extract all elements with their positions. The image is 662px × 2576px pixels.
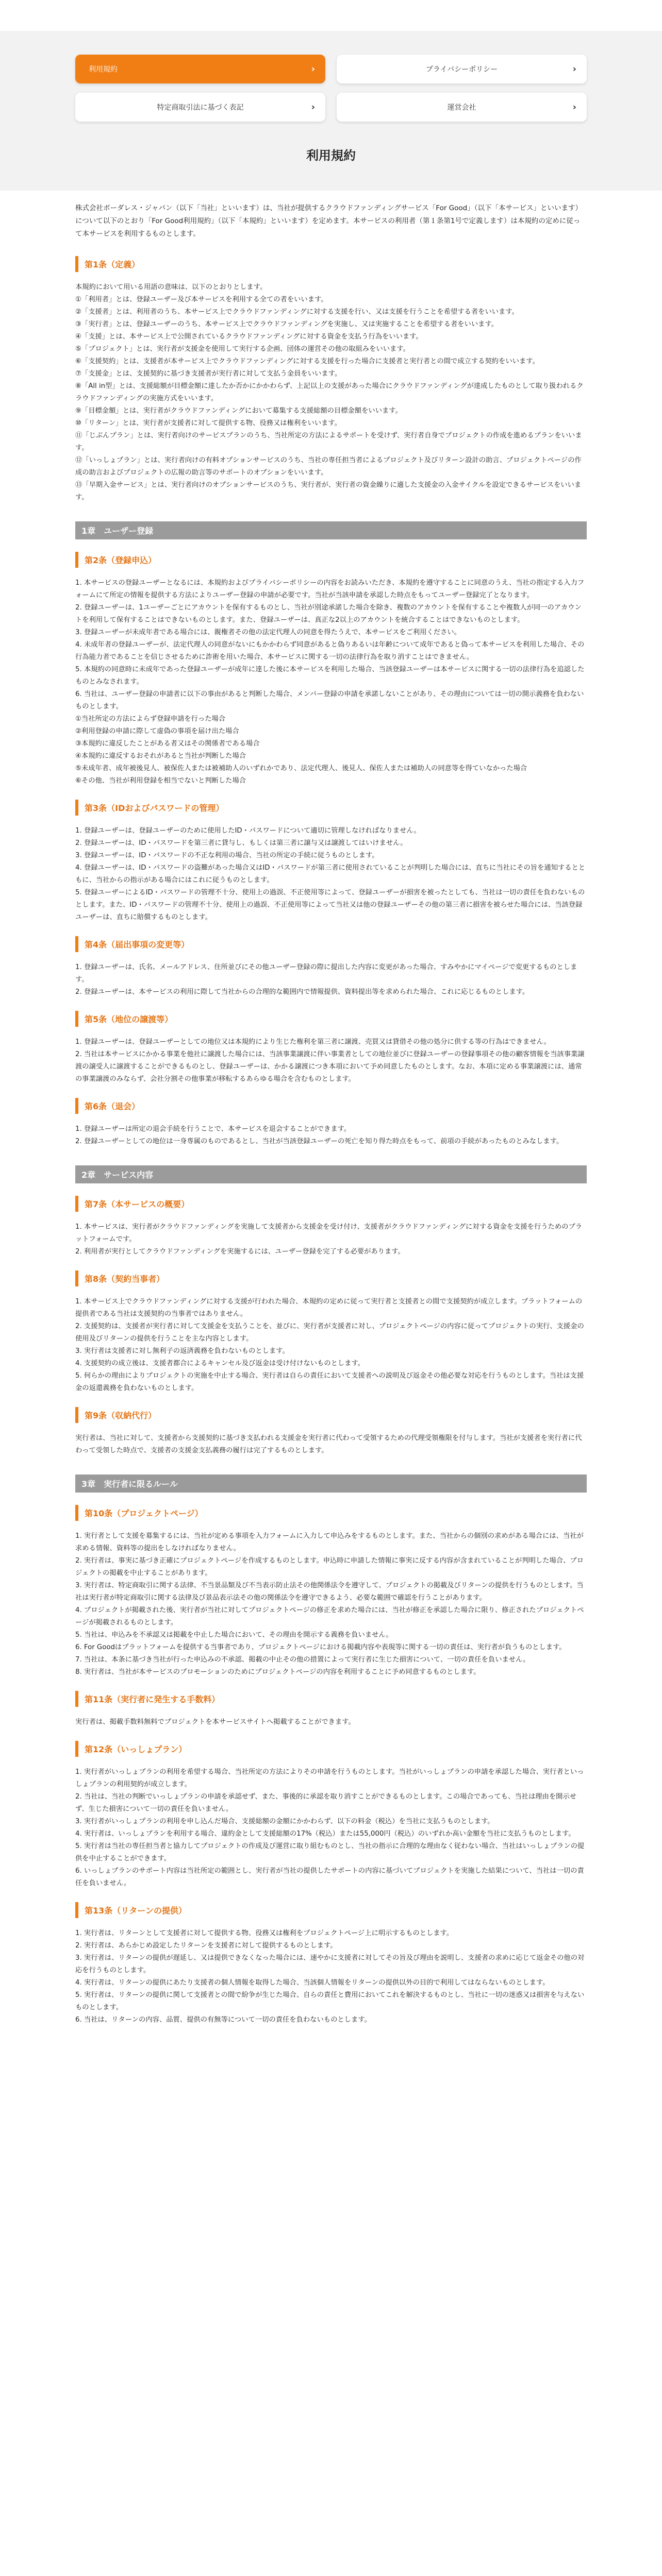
tab-label: 特定商取引法に基づく表記 bbox=[157, 104, 244, 112]
article-line: 1. 本サービスは、実行者がクラウドファンディングを実施して支援者から支援金を受け付け、支援者がクラウドファンディングに対する資金を支援を行うためのプラットフォームです。 bbox=[75, 1223, 583, 1243]
article-line: 1. 実行者がいっしょプランの利用を希望する場合、当社所定の方法によりその申請を行うものとします。当社がいっしょプランの申請を承認した場合、実行者といっしょプランの利用契約が成立します。 bbox=[75, 1768, 584, 1788]
article-line: ⑤未成年者、成年被後見人、被保佐人または被補助人のいずれかであり、法定代理人、後見人、保佐人または補助人の同意等を得ていなかった場合 bbox=[75, 765, 527, 772]
article-line: ①当社所定の方法によらず登録申請を行った場合 bbox=[75, 715, 226, 723]
article-heading: 第12条（いっしょプラン） bbox=[75, 1741, 587, 1757]
article-line: ④「支援」とは、本サービス上で公開されているクラウドファンディングに対する資金を支払う行為をいいます。 bbox=[75, 333, 423, 341]
tab-commercial-transactions[interactable] bbox=[75, 93, 325, 122]
article-line: 6. For Goodはプラットフォームを提供する当事者であり、プロジェクトページにおける掲載内容や表現等に関する一切の責任は、実行者が負うものとします。 bbox=[75, 1643, 566, 1651]
tab-terms[interactable] bbox=[75, 55, 325, 83]
article-line: 6. 当社は、ユーザー登録の申請者に以下の事由があると判断した場合、メンバー登録の申請を承諾しないことがあり、その理由については一切の開示義務を負わないものとします。 bbox=[75, 690, 584, 710]
article-body bbox=[75, 1221, 587, 1258]
page-title: 利用規約 bbox=[306, 148, 356, 163]
chapter-heading: 2章 サービス内容 bbox=[75, 1165, 587, 1183]
article-line: 4. 実行者は、いっしょプランを利用する場合、違約金として支援総額の17%（税込）または55,000円（税込）のいずれか高い金額を当社に支払うものとします。 bbox=[75, 1830, 575, 1838]
article-line: 6. いっしょプランのサポート内容は当社所定の範囲とし、実行者が当社の提供したサポートの内容に基づいてプロジェクトを実施した結果について、当社は一切の責任を負いません。 bbox=[75, 1867, 584, 1887]
article-heading: 第5条（地位の譲渡等） bbox=[75, 1011, 587, 1027]
article-heading: 第3条（IDおよびパスワードの管理） bbox=[75, 800, 587, 816]
article-line: 5. 実行者は当社の専任担当者と協力してプロジェクトの作成及び運営に取り組むものとし、当社の指示に合理的な理由なく従わない場合、当社はいっしょプランの提供を中止することができます。 bbox=[75, 1842, 585, 1862]
article-line: ⑧「All in型」とは、支援総額が目標金額に達したか否かにかかわらず、上記以上の支援があった場合にクラウドファンディングが達成したものとして取り扱われるクラウドファンディングの実施方式をいいます。 bbox=[75, 382, 584, 402]
tab-label: プライバシーポリシー bbox=[425, 65, 498, 74]
article-heading: 第8条（契約当事者） bbox=[75, 1270, 587, 1286]
article-line: 本規約において用いる用語の意味は、以下のとおりとします。 bbox=[75, 283, 267, 291]
article-line: 7. 当社は、本条に基づき当社が行った申込みの不承認、掲載の中止その他の措置によって実行者に生じた損害について、一切の責任を負いません。 bbox=[75, 1656, 530, 1664]
article-line: 4. プロジェクトが掲載された後、実行者が当社に対してプロジェクトページの修正を求めた場合には、当社が修正を承認した場合に限り、修正されたプロジェクトページが掲載されるものとします。 bbox=[75, 1606, 584, 1626]
article-line: ⑦「支援金」とは、支援契約に基づき支援者が実行者に対して支払う金員をいいます。 bbox=[75, 370, 342, 378]
article-heading: 第13条（リターンの提供） bbox=[75, 1902, 587, 1918]
tab-label: 運営会社 bbox=[447, 104, 476, 112]
article-line: 3. 実行者は、特定商取引に関する法律、不当景品類及び不当表示防止法その他関係法令を遵守して、プロジェクトの掲載及びリターンの提供を行うものとします。当社は実行者が特定商取引に関する法律及び景品表示法その他の関係法令を遵守できるよう、必要な範囲で確認を行うことがあります。 bbox=[75, 1582, 584, 1602]
article-heading: 第6条（退会） bbox=[75, 1098, 587, 1114]
tab-privacy-policy[interactable] bbox=[337, 55, 587, 83]
article-line: ③「実行者」とは、登録ユーザーのうち、本サービス上でクラウドファンディングを実施し、又は実施することを希望する者をいいます。 bbox=[75, 320, 498, 328]
article-line: 2. 当社は本サービスにかかる事業を他社に譲渡した場合には、当該事業譲渡に伴い事業者としての地位並びに登録ユーザーの登録事項その他の顧客情報を当該事業譲渡の譲受人に譲渡することができるものとし、登録ユーザーは、かかる譲渡につき本項において予め同意したものとします。なお、本項に定める事業譲渡には、通常の事業譲渡のみならず、会社分割その他事業が移転するあらゆる場合を含むものとします。 bbox=[75, 1050, 585, 1083]
article-line: 6. 当社は、リターンの内容、品質、提供の有無等について一切の責任を負わないものとします。 bbox=[75, 2016, 371, 2024]
article-line: 1. 登録ユーザーは、登録ユーザーとしての地位又は本規約により生じた権利を第三者に譲渡、売買又は貸借その他の処分に供する等の行為はできません。 bbox=[75, 1038, 551, 1046]
article-line: 3. 登録ユーザーは、ID・パスワードの不正な利用の場合、当社の所定の手続に従うものとします。 bbox=[75, 852, 379, 859]
article-line: 1. 本サービスの登録ユーザーとなるには、本規約およびプライバシーポリシーの内容をお読みいただき、本規約を遵守することに同意のうえ、当社の指定する入力フォームにて所定の情報を提供する方法によりユーザー登録の申請が必要です。当社が当該申請を承認した時点をもってユーザー登録完了となります。 bbox=[75, 579, 585, 599]
article-line: 実行者は、掲載手数料無料でプロジェクトを本サービスサイトへ掲載することができます。 bbox=[75, 1718, 355, 1726]
article-line: 実行者は、当社に対して、支援者から支援契約に基づき支払われる支援金を実行者に代わって受領するための代理受領権限を付与します。当社が支援者を実行者に代わって受領した時点で、支援者の支援金支払義務の履行は完了するものとします。 bbox=[75, 1434, 582, 1454]
article-line: 4. 登録ユーザーは、ID・パスワードの盗難があった場合又はID・パスワードが第三者に使用されていることが判明した場合には、直ちに当社にその旨を通知するとともに、当社からの指示がある場合にはこれに従うものとします。 bbox=[75, 864, 586, 884]
article-line: 1. 登録ユーザーは所定の退会手続を行うことで、本サービスを退会することができます。 bbox=[75, 1125, 351, 1133]
article-line: 2. 実行者は、あらかじめ設定したリターンを支援者に対して提供するものとします。 bbox=[75, 1942, 337, 1950]
article-line: 4. 実行者は、リターンの提供にあたり支援者の個人情報を取得した場合、当該個人情報をリターンの提供以外の目的で利用してはならないものとします。 bbox=[75, 1979, 550, 1987]
article-body bbox=[75, 1036, 587, 1086]
article-line: 2. 実行者は、事実に基づき正確にプロジェクトページを作成するものとします。申込時に申請した情報に事実に反する内容が含まれていることが判明した場合、プロジェクトの掲載を中止することがあります。 bbox=[75, 1557, 584, 1577]
article-line: ⑪「じぶんプラン」とは、実行者向けのサービスプランのうち、当社所定の方法によるサポートを受けず、実行者自身でプロジェクトの作成を進めるプランをいいます。 bbox=[75, 432, 582, 452]
article-heading: 第2条（登録申込） bbox=[75, 552, 587, 568]
article-heading: 第10条（プロジェクトページ） bbox=[75, 1505, 587, 1521]
article-line: 1. 登録ユーザーは、登録ユーザーのために使用したID・パスワードについて適切に管理しなければなりません。 bbox=[75, 827, 421, 835]
article-line: ⑥「支援契約」とは、支援者が本サービス上でクラウドファンディングに対する支援を行った場合に支援者と実行者との間で成立する契約をいいます。 bbox=[75, 358, 539, 365]
article-heading: 第11条（実行者に発生する手数料） bbox=[75, 1691, 587, 1707]
article-line: 3. 実行者は、リターンの提供が遅延し、又は提供できなくなった場合には、速やかに支援者に対してその旨及び理由を説明し、支援者の求めに応じて返金その他の対応を行うものとします。 bbox=[75, 1954, 585, 1974]
tab-grid bbox=[75, 55, 587, 122]
article-line: 5. 何らかの理由によりプロジェクトの実施を中止する場合、実行者は自らの責任において支援者への説明及び返金その他必要な対応を行うものとします。当社は支援金の返還義務を負わないものとします。 bbox=[75, 1372, 584, 1392]
article-heading: 第1条（定義） bbox=[75, 256, 587, 272]
article-line: 2. 登録ユーザーは、ID・パスワードを第三者に貸与し、もしくは第三者に譲与又は譲渡してはいけません。 bbox=[75, 839, 407, 847]
article-line: 1. 登録ユーザーは、氏名、メールアドレス、住所並びにその他ユーザー登録の際に提出した内容に変更があった場合、すみやかにマイページで変更するものとします。 bbox=[75, 963, 577, 984]
article-line: 2. 支援契約は、支援者が実行者に対して支援金を支払うことを、並びに、実行者が支援者に対し、プロジェクトページの内容に従ってプロジェクトの実行、支援金の使用及びリターンの提供を行うことを主な内容とします。 bbox=[75, 1323, 584, 1343]
terms-body bbox=[75, 256, 587, 2026]
hero-area bbox=[0, 31, 662, 191]
article-body bbox=[75, 1296, 587, 1395]
article-line: 3. 登録ユーザーが未成年者である場合には、親権者その他の法定代理人の同意を得たうえで、本サービスをご利用ください。 bbox=[75, 629, 461, 636]
chevron-right-icon: › bbox=[572, 63, 576, 75]
article-line: 2. 登録ユーザーは、本サービスの利用に際して当社からの合理的な範囲内で情報提供、資料提出等を求められた場合、これに応じるものとします。 bbox=[75, 988, 529, 996]
chevron-right-icon: › bbox=[311, 101, 315, 113]
article-line: ⑥その他、当社が利用登録を相当でないと判断した場合 bbox=[75, 777, 246, 785]
article-line: 5. 実行者は、リターンの提供に関して支援者との間で紛争が生じた場合、自らの責任と費用においてこれを解決するものとし、当社に一切の迷惑又は損害を与えないものとします。 bbox=[75, 1991, 585, 2011]
article-line: ⑫「いっしょプラン」とは、実行者向けの有料オプションサービスのうち、当社の専任担当者によるプロジェクト及びリターン設計の助言、プロジェクトページの作成の助言およびプロジェクトの広報の助言等のサポートのオプションをいいます。 bbox=[75, 456, 582, 477]
article-line: ②「支援者」とは、利用者のうち、本サービス上でクラウドファンディングに対する支援を行い、又は支援を行うことを希望する者をいいます。 bbox=[75, 308, 519, 316]
article-line: 1. 実行者は、リターンとして支援者に対して提供する物、役務又は権利をプロジェクトページ上に明示するものとします。 bbox=[75, 1929, 454, 1937]
chapter-heading: 1章 ユーザー登録 bbox=[75, 521, 587, 539]
article-line: 1. 実行者として支援を募集するには、当社が定める事項を入力フォームに入力して申込みをするものとします。また、当社からの個別の求めがある場合には、当社が求める情報、資料等の提出をしなければなりません。 bbox=[75, 1532, 584, 1552]
article-body bbox=[75, 1927, 587, 2026]
chevron-right-icon: › bbox=[572, 101, 576, 113]
article-body bbox=[75, 577, 587, 787]
article-body bbox=[75, 1766, 587, 1890]
article-line: 5. 登録ユーザーによるID・パスワードの管理不十分、使用上の過誤、不正使用等によって、登録ユーザーが損害を被ったとしても、当社は一切の責任を負わないものとします。また、ID・パスワードの管理不十分、使用上の過誤、不正使用等によって当社又は他の登録ユーザーその他の第三者に損害を被らせた場合には、当該登録ユーザーは、直ちに賠償するものとします。 bbox=[75, 889, 585, 921]
article-body bbox=[75, 1123, 587, 1148]
article-line: 4. 支援契約の成立後は、支援者都合によるキャンセル及び返金は受け付けないものとします。 bbox=[75, 1360, 365, 1367]
article-line: 3. 実行者がいっしょプランの利用を申し込んだ場合、支援総額の金額にかかわらず、以下の料金（税込）を当社に支払うものとします。 bbox=[75, 1818, 494, 1825]
article-heading: 第7条（本サービスの概要） bbox=[75, 1196, 587, 1212]
article-heading: 第9条（収納代行） bbox=[75, 1407, 587, 1423]
tab-company[interactable] bbox=[337, 93, 587, 122]
article-line: ⑨「目標金額」とは、実行者がクラウドファンディングにおいて募集する支援総額の目標金額をいいます。 bbox=[75, 407, 402, 415]
terms-content bbox=[0, 191, 662, 2026]
article-line: ⑩「リターン」とは、実行者が支援者に対して提供する物、役務又は権利をいいます。 bbox=[75, 419, 341, 427]
article-line: 2. 利用者が実行としてクラウドファンディングを実施するには、ユーザー登録を完了する必要があります。 bbox=[75, 1248, 405, 1256]
article-line: 4. 未成年者の登録ユーザーが、法定代理人の同意がないにもかかわらず同意があると偽りあるいは年齢について成年であると偽って本サービスを利用した場合、その行為能力者であることを信じさせるために詐術を用いた場合、本サービスに関する一切の法律行為を取り消すことはできません。 bbox=[75, 641, 585, 661]
top-bar bbox=[0, 0, 662, 31]
article-line: 3. 実行者は支援者に対し無利子の返済義務を負わないものとします。 bbox=[75, 1347, 289, 1355]
article-line: 1. 本サービス上でクラウドファンディングに対する支援が行われた場合、本規約の定めに従って実行者と支援者との間で支援契約が成立します。プラットフォームの提供者である当社は支援契約の当事者ではありません。 bbox=[75, 1298, 583, 1318]
article-body bbox=[75, 961, 587, 998]
article-line: 5. 当社は、申込みを不承認又は掲載を中止した場合において、その理由を開示する義務を負いません。 bbox=[75, 1631, 393, 1639]
article-line: 2. 当社は、当社の判断でいっしょプランの申請を承認せず、また、事後的に承認を取り消すことができるものとします。この場合であっても、当社は理由を開示せず、生じた損害について一切の責任を負いません。 bbox=[75, 1793, 577, 1813]
article-line: ⑤「プロジェクト」とは、実行者が支援金を使用して実行する企画、団体の運営その他の取組みをいいます。 bbox=[75, 345, 410, 353]
article-heading: 第4条（届出事項の変更等） bbox=[75, 936, 587, 952]
article-line: ①「利用者」とは、登録ユーザー及び本サービスを利用する全ての者をいいます。 bbox=[75, 296, 328, 303]
intro-paragraph: 株式会社ボーダレス・ジャパン（以下「当社」といいます）は、当社が提供するクラウドファンディングサービス「For Good」（以下「本サービス」といいます）について以下のとおり「For Good利用規約」（以下「本規約」といいます）を定めます。本サービスの利用者（第１条第1号で定義します）は本規約の定めに従って本サービスを利用するものとします。 bbox=[75, 204, 582, 238]
article-line: 5. 本規約の同意時に未成年であった登録ユーザーが成年に達した後に本サービスを利用した場合、当該登録ユーザーは本サービスに関する一切の法律行為を追認したものとみなされます。 bbox=[75, 666, 585, 686]
article-body bbox=[75, 825, 587, 924]
article-line: ②利用登録の申請に際して虚偽の事項を届け出た場合 bbox=[75, 727, 239, 735]
article-line: 2. 登録ユーザーは、1ユーザーごとにアカウントを保有するものとし、当社が別途承諾した場合を除き、複数のアカウントを保有することや複数人が同一のアカウントを利用して保有することはできないものとします。また、登録ユーザーは、真正な2以上のアカウントを統合することはできないものとします。 bbox=[75, 604, 582, 624]
article-body bbox=[75, 1432, 587, 1457]
chevron-right-icon: › bbox=[311, 63, 315, 75]
article-line: ③本規約に違反したことがある者又はその関係者である場合 bbox=[75, 740, 260, 748]
article-line: 8. 実行者は、当社が本サービスのプロモーションのためにプロジェクトページの内容を利用することに予め同意するものとします。 bbox=[75, 1668, 481, 1676]
chapter-heading: 3章 実行者に限るルール bbox=[75, 1475, 587, 1493]
article-body bbox=[75, 1530, 587, 1679]
article-body bbox=[75, 281, 587, 504]
article-line: ④本規約に違反するおそれがあると当社が判断した場合 bbox=[75, 752, 246, 760]
article-body bbox=[75, 1716, 587, 1728]
tab-label: 利用規約 bbox=[89, 65, 118, 74]
article-line: 2. 登録ユーザーとしての地位は一身専属のものであるとし、当社が当該登録ユーザーの死亡を知り得た時点をもって、前項の手続があったものとみなします。 bbox=[75, 1138, 564, 1145]
article-line: ⑬「早期入金サービス」とは、実行者向けのオプションサービスのうち、実行者が、実行者の資金繰りに適した支援金の入金サイクルを設定できるサービスをいいます。 bbox=[75, 481, 582, 501]
